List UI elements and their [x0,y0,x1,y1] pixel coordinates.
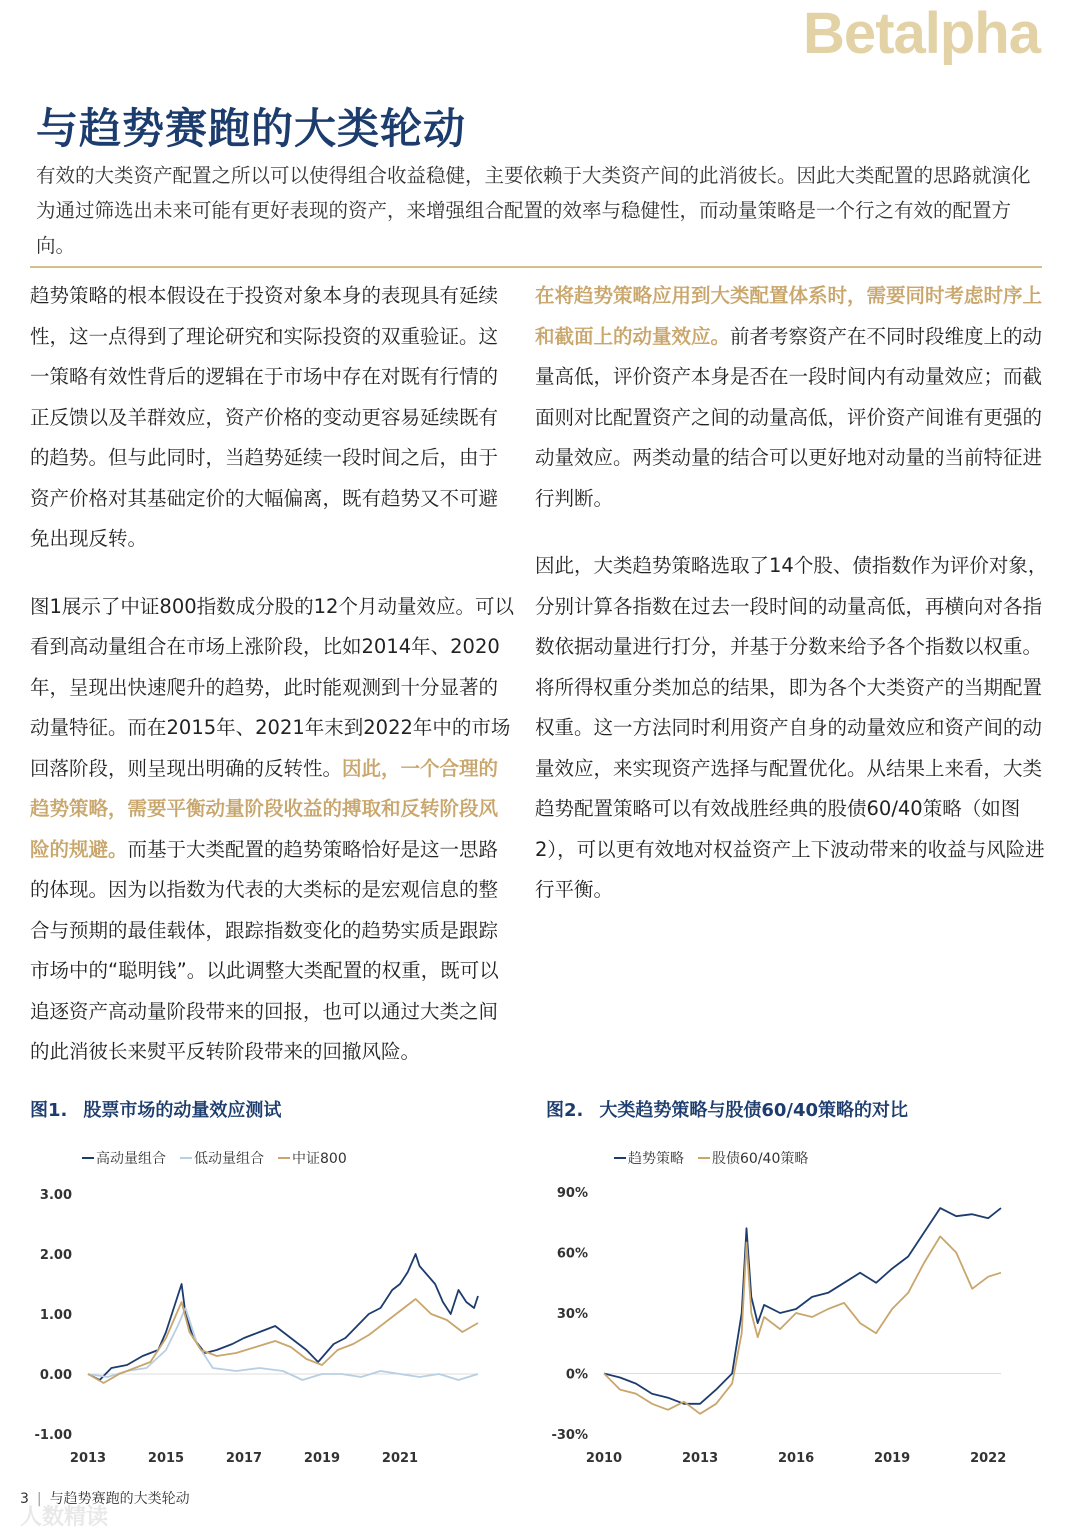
left-paragraph-2-highlight: 因此，一个合理的趋势策略，需要平衡动量阶段收益的搏取和反转阶段风险的规避。 [30,756,499,861]
y-tick-label: 30% [556,1307,588,1322]
legend-label-0: 趋势策略 [628,1151,684,1167]
left-paragraph-2-text-a: 图1展示了中证800指数成分股的12个月动量效应。可以看到高动量组合在市场上涨阶段，比如2014年、2020年，呈现出快速爬升的趋势，此时能观测到十分显著的动量特征。而在2015年、2021年末到2022年中的市场回落阶段，则呈现出明确的反转性。 [30,594,514,780]
figure2-number: 图2. [546,1100,584,1121]
y-tick-label: 60% [556,1246,588,1262]
right-paragraph-2: 因此，大类趋势策略选取了14个股、债指数作为评价对象，分别计算各指数在过去一段时间的动量高低，再横向对各指数依据动量进行打分，并基于分数来给予各个指数以权重。将所得权重分类加总的结果，即为各个大类资产的当期配置权重。这一方法同时利用资产自身的动量效应和资产间的动量效应，来实现资产选择与配置优化。从结果上来看，大类趋势配置策略可以有效战胜经典的股债60/40策略（如图2），可以更有效地对权益资产上下波动带来的收益与风险进行平衡。 [535,554,1048,901]
page-number: 3 [20,1491,29,1507]
y-tick-label: 90% [556,1186,588,1201]
x-tick-label: 2019 [303,1451,341,1466]
y-tick-label: 2.00 [39,1248,72,1263]
brand-logo: Betalpha [803,1,1040,66]
y-tick-label: -30% [551,1428,588,1443]
right-paragraph-1 [535,276,1055,519]
watermark: 人数精读 [20,1505,109,1530]
page-title: 与趋势赛跑的大类轮动 [36,104,467,153]
page-footer: 3 | 与趋势赛跑的大类轮动 [20,1491,190,1507]
figure1-caption: 股票市场的动量效应测试 [83,1100,282,1121]
legend-label-1: 股债60/40策略 [712,1151,809,1167]
legend-label-1: 低动量组合 [194,1151,264,1167]
legend-label-0: 高动量组合 [96,1151,166,1167]
x-tick-label: 2013 [69,1451,107,1466]
x-tick-label: 2017 [225,1451,263,1466]
footer-label: 与趋势赛跑的大类轮动 [49,1491,190,1507]
x-tick-label: 2019 [874,1451,911,1466]
x-tick-label: 2016 [778,1451,815,1466]
left-paragraph-1: 趋势策略的根本假设在于投资对象本身的表现具有延续性，这一点得到了理论研究和实际投资的双重验证。这一策略有效性背后的逻辑在于市场中存在对既有行情的正反馈以及羊群效应，资产价格的变动更容易延续既有的趋势。但与此同时，当趋势延续一段时间之后，由于资产价格对其基础定价的大幅偏离，既有趋势又不可避免出现反转。 [30,284,499,550]
x-tick-label: 2021 [381,1451,419,1466]
figure1-title [30,1096,281,1122]
right-paragraph-1-text: 前者考察资产在不同时段维度上的动量高低，评价资产本身是否在一段时间内有动量效应；而截面则对比配置资产之间的动量高低，评价资产间谁有更强的动量效应。两类动量的结合可以更好地对动量的当前特征进行判断。 [535,324,1043,510]
figure2-title [546,1096,908,1122]
left-column [30,276,516,1100]
x-tick-label: 2013 [681,1451,719,1466]
section-divider [30,266,1042,268]
x-tick-label: 2022 [970,1451,1007,1466]
y-tick-label: 0.00 [39,1368,72,1383]
right-column [535,276,1055,938]
legend-label-2: 中证800 [292,1151,347,1167]
x-tick-label: 2010 [585,1451,623,1466]
left-paragraph-2 [30,587,516,1073]
right-paragraph-1-highlight: 在将趋势策略应用到大类配置体系时，需要同时考虑时序上和截面上的动量效应。 [535,284,1043,348]
left-paragraph-2-text-b: 而基于大类配置的趋势策略恰好是这一思路的体现。因为以指数为代表的大类标的是宏观信息的整合与预期的最佳载体，跟踪指数变化的趋势实质是跟踪市场中的“聪明钱”。以此调整大类配置的权重，既可以追逐资产高动量阶段带来的回报，也可以通过大类之间的此消彼长来熨平反转阶段带来的回撤风险。 [30,837,499,1063]
y-tick-label: 1.00 [39,1308,72,1323]
figure1-chart [30,1140,500,1480]
intro-paragraph: 有效的大类资产配置之所以可以使得组合收益稳健，主要依赖于大类资产间的此消彼长。因此大类配置的思路就演化为通过筛选出未来可能有更好表现的资产，来增强组合配置的效率与稳健性，而动量策略是一个行之有效的配置方向。 [36,164,1031,257]
y-tick-label: 3.00 [39,1188,72,1203]
series-line-1 [604,1236,1001,1413]
y-tick-label: 0% [565,1367,588,1383]
series-line-0 [88,1254,478,1380]
figure2-chart [546,1140,1016,1480]
figure1-number: 图1. [30,1100,68,1121]
x-tick-label: 2015 [147,1451,185,1466]
y-tick-label: -1.00 [34,1428,72,1443]
figure2-caption: 大类趋势策略与股债60/40策略的对比 [599,1100,909,1121]
